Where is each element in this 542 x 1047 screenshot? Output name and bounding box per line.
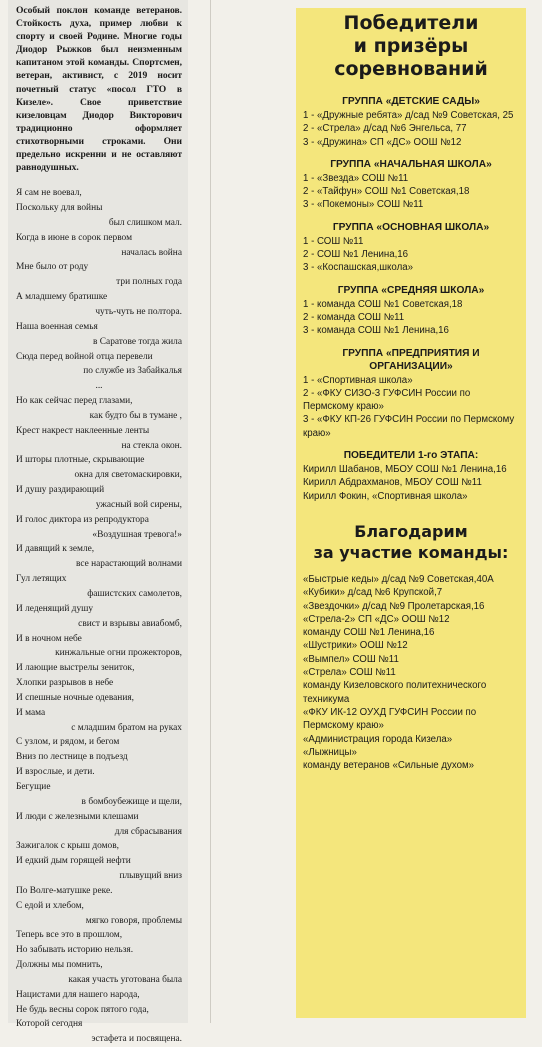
thanks-item: «Администрация города Кизела» [303, 733, 453, 745]
poem-line: «Воздушная тревога!» [92, 529, 182, 540]
poem-line: С узлом, и рядом, и бегом [16, 737, 120, 748]
poem-line: С едой и хлебом, [16, 900, 84, 911]
poem-line: ... [95, 381, 103, 392]
poem-line: в Саратове тогда жила [93, 336, 182, 347]
poem-line: был слишком мал. [108, 217, 182, 228]
poem-line: кинжальные огни прожекторов, [55, 648, 182, 659]
poem-line: И шторы плотные, скрывающие [16, 455, 145, 466]
poem-line: Но забывать историю нельзя. [16, 945, 134, 956]
group-result-item: 2 - «Тайфун» СОШ №1 Советская,18 [303, 186, 470, 198]
column-divider [210, 0, 211, 1023]
winner-group [303, 347, 519, 440]
poem-line: Которой сегодня [16, 1019, 83, 1030]
poem-line: Поскольку для войны [16, 203, 103, 214]
poem-line: Теперь все это в прошлом, [16, 930, 123, 941]
poem-line: И люди с железными клешами [16, 811, 139, 822]
group-title: ГРУППА «СРЕДНЯЯ ШКОЛА» [337, 284, 485, 296]
poem-line: Наша военная семья [16, 321, 98, 332]
group-title: ГРУППА «ОСНОВНАЯ ШКОЛА» [332, 221, 490, 233]
group-result-item: 1 - команда СОШ №1 Советская,18 [303, 298, 463, 310]
winners-title-line: и призёры [353, 35, 469, 57]
thanks-list [303, 573, 519, 772]
thanks-item: «ФКУ ИК-12 ОУХД ГУФСИН России по Пермскому краю» [303, 706, 477, 732]
poem-line: чуть-чуть не полтора. [95, 306, 182, 317]
poem-line: на стекла окон. [121, 440, 182, 451]
winners-title-line: Победители [343, 12, 479, 34]
group-result-item: 1 - «Спортивная школа» [303, 374, 413, 386]
poem-line: Гул летящих [16, 574, 67, 585]
poem-line: Хлопки разрывов в небе [16, 678, 114, 689]
group-result-item: 2 - «Стрела» д/сад №6 Энгельса, 77 [303, 123, 467, 135]
poem-line: И душу раздирающий [16, 485, 105, 496]
intro-paragraph: Особый поклон команде ветеранов. Стойкость духа, пример любви к спорту и своей Родине. Многие годы Диодор Рыжков был неизменным капитаном этой команды. Спортсмен, ветеран, активист, с 2019 носит почетный статус «посол ГТО в Кизеле». Свое приветствие кизеловцам Диодор Викторович традиционно оформляет стихотворными строками. Они предельно искренни и не оставляют равнодушных. [16, 5, 182, 174]
poem-line: Должны мы помнить, [16, 960, 103, 971]
poem-line: эстафета и посвящена. [91, 1034, 182, 1045]
poem-line: Я сам не воевал, [16, 188, 82, 199]
poem-line: Крест накрест наклеенные ленты [16, 425, 150, 436]
winner-group [303, 158, 519, 212]
group-result-item: 3 - «Покемоны» СОШ №11 [303, 199, 424, 211]
thanks-title [303, 521, 519, 563]
group-result-item: 1 - «Звезда» СОШ №11 [303, 172, 409, 184]
poem-line: окна для светомаскировки, [74, 470, 182, 481]
group-result-item: 2 - «ФКУ СИЗО-3 ГУФСИН России по Пермскому краю» [303, 387, 471, 413]
thanks-title-line: Благодарим [354, 521, 468, 541]
group-result-item: Кирилл Фокин, «Спортивная школа» [303, 490, 468, 502]
thanks-item: «Стрела» СОШ №11 [303, 667, 396, 679]
winner-group [303, 221, 519, 275]
group-result-item: 2 - команда СОШ №11 [303, 311, 405, 323]
poem-line: началась война [121, 247, 182, 258]
poem-line: И голос диктора из репродуктора [16, 514, 149, 525]
poem [16, 186, 182, 1047]
poem-line: Но как сейчас перед глазами, [16, 396, 133, 407]
poem-line: Сюда перед войной отца перевели [16, 351, 153, 362]
group-result-item: 3 - команда СОШ №1 Ленина,16 [303, 325, 449, 337]
left-article-column [8, 0, 188, 1045]
group-title: ГРУППА «ПРЕДПРИЯТИЯ И ОРГАНИЗАЦИИ» [342, 347, 480, 372]
group-title: ГРУППА «НАЧАЛЬНАЯ ШКОЛА» [330, 158, 492, 170]
thanks-item: «Звездочки» д/сад №9 Пролетарская,16 [303, 600, 485, 612]
poem-line: как будто бы в тумане , [89, 410, 182, 421]
thanks-item: «Быстрые кеды» д/сад №9 Советская,40А [303, 573, 494, 585]
winner-group [303, 95, 519, 149]
poem-line: Когда в июне в сорок первом [16, 232, 132, 243]
thanks-title-line: за участие команды: [313, 542, 509, 562]
poem-line: ужасный вой сирены, [95, 499, 182, 510]
group-result-item: 3 - «Дружина» СП «ДС» ООШ №12 [303, 136, 462, 148]
group-result-item: 3 - «ФКУ КП-26 ГУФСИН России по Пермскому краю» [303, 414, 515, 439]
group-result-item: 1 - «Дружные ребята» д/сад №9 Советская, 25 [303, 110, 514, 121]
winner-group [303, 284, 519, 338]
poem-line: Вниз по лестнице в подъезд [16, 752, 128, 763]
thanks-item: «Стрела-2» СП «ДС» ООШ №12 [303, 613, 450, 625]
poem-line: три полных года [116, 277, 182, 288]
poem-line: И мама [16, 707, 46, 718]
group-result-item: 2 - СОШ №1 Ленина,16 [303, 249, 409, 261]
poem-line: мягко говоря, проблемы [85, 915, 182, 926]
poem-line: И давящий к земле, [16, 544, 95, 555]
poem-line: фашистских самолетов, [87, 589, 182, 599]
winners-panel [296, 8, 526, 1018]
poem-line: все нарастающий волнами [75, 559, 182, 570]
winners-title [303, 12, 519, 81]
poem-line: свист и взрывы авиабомб, [78, 618, 182, 629]
poem-line: в бомбоубежище и щели, [81, 796, 182, 807]
poem-line: Нацистами для нашего народа, [16, 989, 140, 1000]
thanks-item: «Лыжницы» [303, 746, 357, 758]
poem-line: А младшему братишке [16, 292, 108, 303]
poem-line: какая участь уготована была [68, 974, 182, 985]
groups-list [303, 95, 519, 503]
poem-line: По Волге-матушке реке. [16, 885, 113, 896]
thanks-item: команду ветеранов «Сильные духом» [303, 760, 475, 772]
poem-line: И в ночном небе [16, 633, 82, 644]
poem-line: с младшим братом на руках [71, 722, 182, 733]
poem-line: И едкий дым горящей нефти [16, 856, 131, 867]
poem-line: для сбрасывания [114, 826, 182, 837]
group-title: ПОБЕДИТЕЛИ 1-го ЭТАПА: [343, 450, 479, 462]
thanks-item: «Вымпел» СОШ №11 [303, 653, 399, 665]
winners-title-line: соревнований [334, 58, 488, 80]
poem-line: плывущий вниз [119, 871, 182, 882]
thanks-item: «Кубики» д/сад №6 Крупской,7 [303, 587, 443, 599]
thanks-item: команду Кизеловского политехнического техникума [303, 680, 487, 705]
poem-line: Мне было от роду [16, 262, 89, 273]
poem-line: Не будь весны сорок пятого года, [16, 1004, 149, 1015]
poem-line: Бегущие [16, 781, 51, 792]
poem-line: И лающие выстрелы зениток, [16, 663, 135, 674]
poem-line: Зажигалок с крыш домов, [16, 841, 119, 852]
thanks-item: «Шустрики» ООШ №12 [303, 640, 408, 652]
group-result-item: 1 - СОШ №11 [303, 235, 364, 247]
thanks-item: команду СОШ №1 Ленина,16 [303, 627, 435, 639]
group-title: ГРУППА «ДЕТСКИЕ САДЫ» [342, 96, 480, 107]
poem-line: И взрослые, и дети. [16, 767, 95, 778]
poem-line: по службе из Забайкалья [83, 366, 182, 377]
group-result-item: Кирилл Абдрахманов, МБОУ СОШ №11 [303, 477, 482, 489]
group-result-item: Кирилл Шабанов, МБОУ СОШ №1 Ленина,16 [303, 464, 507, 476]
poem-line: И спешные ночные одевания, [16, 692, 134, 703]
winner-group [303, 449, 519, 503]
group-result-item: 3 - «Коспашская,школа» [303, 262, 414, 274]
poem-line: И леденящий душу [16, 603, 94, 614]
